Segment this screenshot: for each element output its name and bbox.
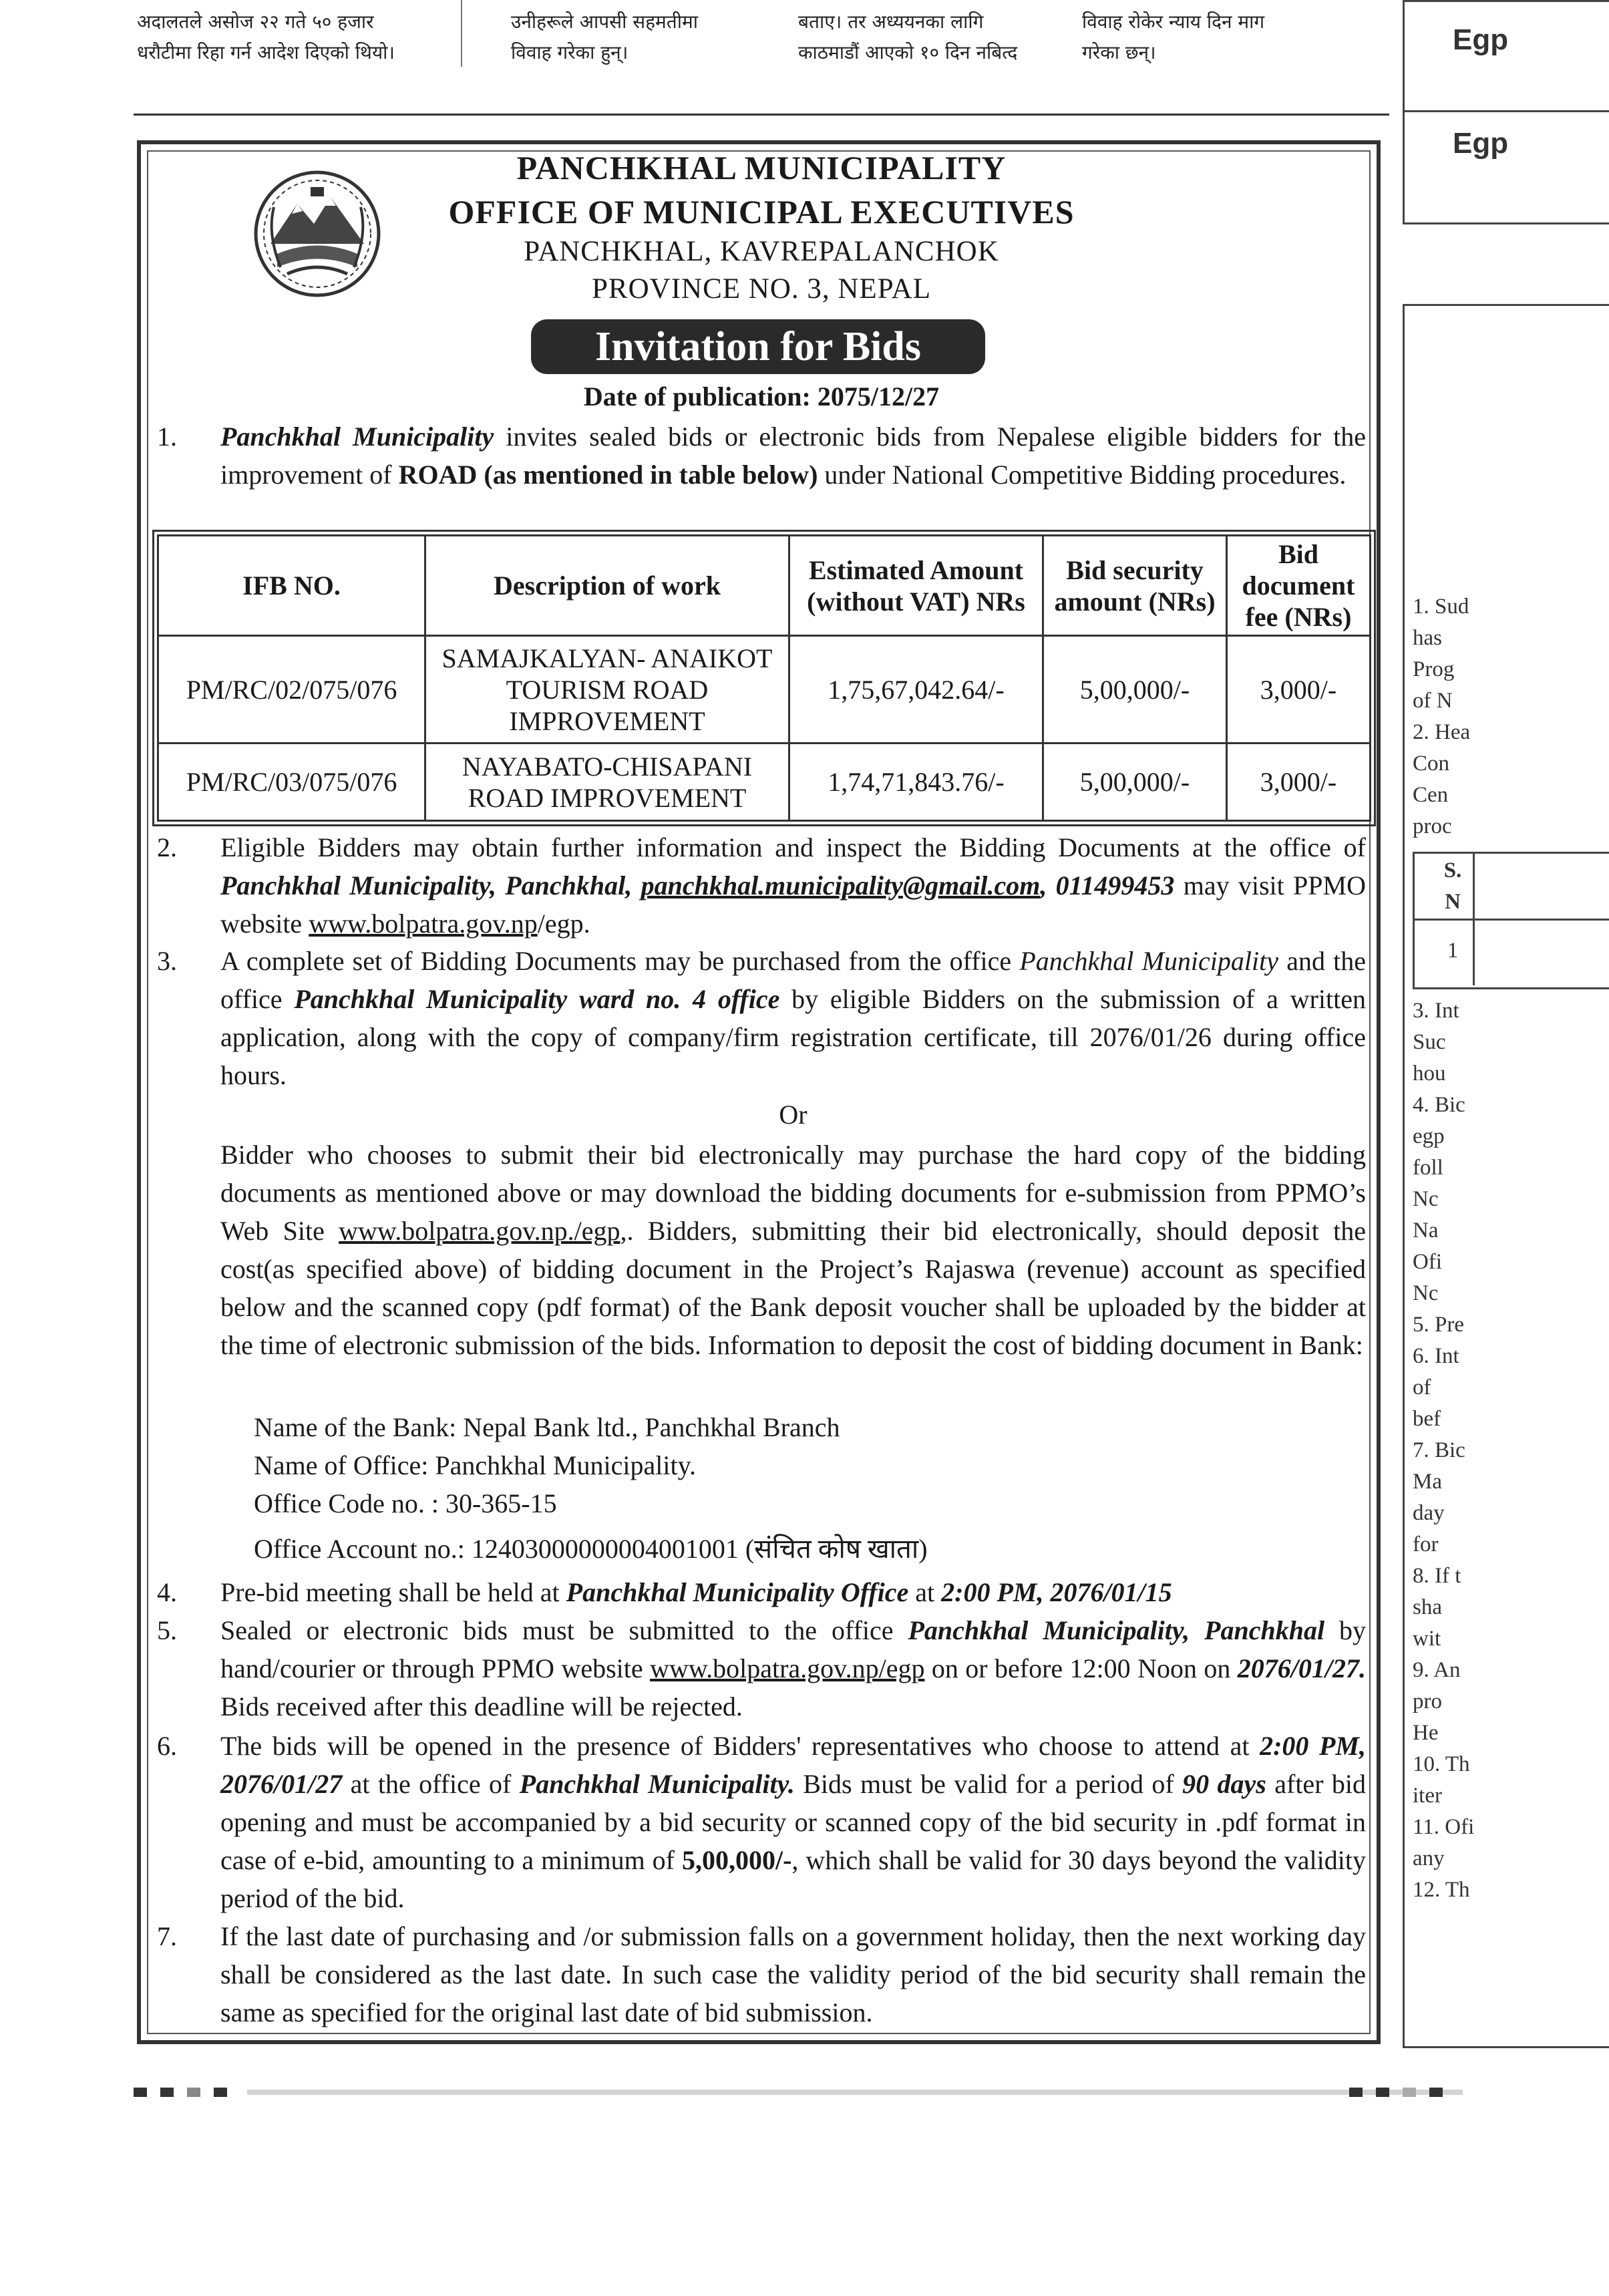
cell-description: SAMAJKALYAN- ANAIKOT TOURISM ROAD IMPROVEMENT: [425, 636, 789, 744]
news-snippet-3: बताए। तर अध्ययनका लागि काठमाडौं आएको १० दिन नबित्द: [798, 11, 1018, 63]
right-column-text-1: 1. Sud has Prog of N 2. Hea Con Cen proc: [1413, 595, 1471, 838]
header-rule: [134, 114, 1389, 116]
bid-table: [157, 534, 1371, 822]
right-column-table-head: S. N: [1443, 858, 1462, 914]
right-column-table-row: [1413, 919, 1609, 921]
municipality-name: PANCHKHAL MUNICIPALITY: [516, 149, 1007, 186]
item-number: 2.: [157, 832, 177, 862]
column-separator: [461, 0, 462, 67]
bank-office-name: Name of Office: Panchkhal Municipality.: [254, 1450, 697, 1480]
item-number: 7.: [157, 1921, 177, 1951]
nepal-emblem-icon: [250, 167, 384, 301]
ppmo-submit-link[interactable]: www.bolpatra.gov.np/egp: [650, 1653, 925, 1683]
right-column-table-col: [1473, 852, 1475, 985]
item-2-text: Eligible Bidders may obtain further information and inspect the Bidding Documents at the office of Panchkhal Municipality, Panchkhal, panchkhal.municipality@gmail.com, 011499453 may visit PPMO website www.bolpatra.gov.np/egp.: [220, 832, 1366, 939]
news-snippet-4: विवाह रोकेर न्याय दिन माग गरेका छन्।: [1082, 11, 1265, 63]
footer-decoration: [134, 2088, 1496, 2097]
bank-name: Name of the Bank: Nepal Bank ltd., Panchkhal Branch: [254, 1412, 840, 1442]
item-1-text: Panchkhal Municipality invites sealed bids or electronic bids from Nepalese eligible bidders for the improvement of ROAD (as mentioned in table below) under National Competitive Bidding procedures.: [220, 422, 1367, 490]
item-3-text: A complete set of Bidding Documents may be purchased from the office Panchkhal Municipality and the office Panchkhal Municipality ward no. 4 office by eligible Bidders on the submission of a written application, along with the copy of company/firm registration certificate, till 2076/01/26 during office hours.: [220, 946, 1367, 1090]
col-header-ifb: IFB NO.: [158, 536, 425, 636]
col-header-description: Description of work: [425, 536, 789, 636]
cell-description: NAYABATO-CHISAPANI ROAD IMPROVEMENT: [425, 744, 789, 821]
cell-security: 5,00,000/-: [1043, 744, 1227, 821]
news-snippet-2: उनीहरूले आपसी सहमतीमा विवाह गरेका हुन्।: [511, 11, 698, 63]
cell-security: 5,00,000/-: [1043, 636, 1227, 744]
egp-label-1: Egp: [1453, 23, 1509, 56]
news-snippet-1: अदालतले असोज २२ गते ५० हजार धरौटीमा रिहा गर्न आदेश दिएको थियो।: [137, 11, 395, 63]
cell-amount: 1,74,71,843.76/-: [789, 744, 1043, 821]
province: PROVINCE NO. 3, NEPAL: [592, 273, 931, 305]
invitation-banner: Invitation for Bids: [531, 319, 985, 374]
cell-fee: 3,000/-: [1227, 744, 1371, 821]
publication-date: Date of publication: 2075/12/27: [583, 381, 940, 412]
col-header-fee: Bid document fee (NRs): [1227, 536, 1371, 636]
right-column-table-cell: 1: [1447, 939, 1459, 963]
ppmo-egp-link[interactable]: www.bolpatra.gov.np./egp: [339, 1216, 620, 1246]
item-3-electronic-text: Bidder who chooses to submit their bid electronically may purchase the hard copy of the bidding documents as mentioned above or may download the bidding documents for e-submission from PPMO’s Web Site www.bolpatra.gov.np./egp,. Bidders, submitting their bid electronically, should deposit the cost(as specified above) of bidding document in the Project’s Rajaswa (revenue) account as specified below and the scanned copy (pdf format) of the Bank deposit voucher shall be uploaded by the bidder at the time of electronic submission of the bids. Information to deposit the cost of bidding document in Bank:: [220, 1140, 1366, 1360]
item-number: 1.: [157, 422, 177, 452]
cell-amount: 1,75,67,042.64/-: [789, 636, 1043, 744]
egp-label-2: Egp: [1453, 127, 1509, 160]
item-number: 4.: [157, 1577, 177, 1607]
col-header-amount: Estimated Amount (without VAT) NRs: [789, 536, 1043, 636]
table-row: [158, 636, 1371, 744]
col-header-security: Bid security amount (NRs): [1043, 536, 1227, 636]
bank-office-code: Office Code no. : 30-365-15: [254, 1488, 557, 1518]
table-row: [158, 744, 1371, 821]
right-column-divider: [1403, 110, 1609, 112]
bank-account-number: Office Account no.: 12403000000004001001 (संचित कोष खाता): [254, 1534, 928, 1564]
office-address: PANCHKHAL, KAVREPALANCHOK: [524, 236, 999, 267]
item-number: 3.: [157, 946, 177, 976]
item-number: 6.: [157, 1731, 177, 1761]
office-name: OFFICE OF MUNICIPAL EXECUTIVES: [448, 193, 1075, 230]
ppmo-link[interactable]: www.bolpatra.gov.np: [309, 909, 538, 939]
cell-ifb: PM/RC/03/075/076: [158, 744, 425, 821]
item-1-lead: Panchkhal Municipality: [220, 422, 494, 452]
item-4-text: Pre-bid meeting shall be held at Panchkhal Municipality Office at 2:00 PM, 2076/01/15: [220, 1577, 1172, 1607]
right-column-text-2: 3. Int Suc hou 4. Bic egp foll Nc Na Ofi Nc 5. Pre 6. Int of bef 7. Bic Ma day for 8. If t sha wit 9. An pro He 10. Th iter 11. Ofi any 12. Th: [1413, 999, 1475, 1902]
item-6-text: The bids will be opened in the presence of Bidders' representatives who choose to attend at 2:00 PM, 2076/01/27 at the office of Panchkhal Municipality. Bids must be valid for a period of 90 days after bid opening and must be accompanied by a bid security or scanned copy of the bid security in .pdf format in case of e-bid, amounting to a minimum of 5,00,000/-, which shall be valid for 30 days beyond the validity period of the bid.: [220, 1731, 1367, 1913]
email-link[interactable]: panchkhal.municipality@gmail.com: [641, 870, 1041, 900]
or-separator: Or: [779, 1100, 808, 1130]
item-5-text: Sealed or electronic bids must be submitted to the office Panchkhal Municipality, Panchkhal by hand/courier or through PPMO website www.bolpatra.gov.np/egp on or before 12:00 Noon on 2076/01/27. Bids received after this deadline will be rejected.: [220, 1615, 1367, 1721]
cell-fee: 3,000/-: [1227, 636, 1371, 744]
cell-ifb: PM/RC/02/075/076: [158, 636, 425, 744]
item-7-text: If the last date of purchasing and /or submission falls on a government holiday, then the next working day shall be considered as the last date. In such case the validity period of the bid security shall remain the same as specified for the original last date of bid submission.: [220, 1921, 1366, 2027]
item-number: 5.: [157, 1615, 177, 1645]
